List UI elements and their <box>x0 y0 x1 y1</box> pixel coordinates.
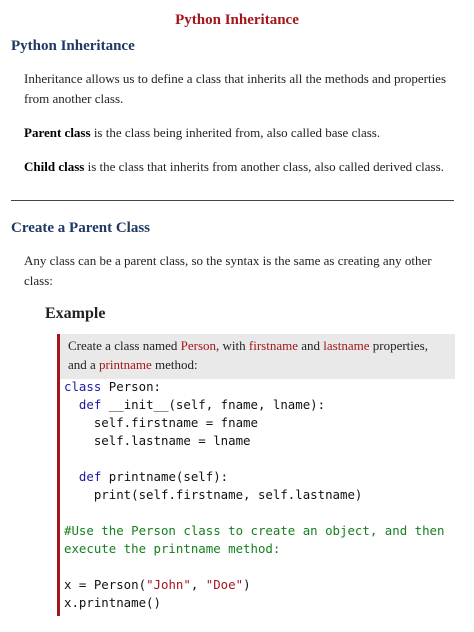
document-title: Python Inheritance <box>175 12 299 28</box>
parent-class-intro: Any class can be a parent class, so the syntax is the same as creating any other class: <box>24 253 432 288</box>
parent-class-term: Parent class <box>24 125 91 140</box>
child-class-text: is the class that inherits from another class, also called derived class. <box>84 159 444 174</box>
code-comment: #Use the Person class to create an object, and then <box>64 523 445 538</box>
section-heading-inheritance: Python Inheritance <box>11 38 135 54</box>
parent-class-definition <box>24 123 454 143</box>
example-title: Example <box>45 305 106 322</box>
example-box <box>57 334 455 616</box>
example-description: Create a class named Person, with firstname and lastname properties, and a printname method: <box>60 334 455 379</box>
class-name-highlight: Person <box>180 338 217 353</box>
printname-highlight: printname <box>99 357 152 372</box>
lastname-highlight: lastname <box>323 338 370 353</box>
section-heading-parent-class: Create a Parent Class <box>11 220 150 236</box>
child-class-definition <box>24 157 454 177</box>
section-divider <box>11 200 454 201</box>
child-class-term: Child class <box>24 159 85 174</box>
parent-class-text: is the class being inherited from, also called base class. <box>90 125 381 140</box>
code-block: class Person: def __init__(self, fname, lname): self.firstname = fname self.lastname = lname def printname(self): print(self.firstname, self.lastname) #Use the Person class to create an object, and then execute the printname method: x = Person("John", "Doe") x.printname() <box>64 379 445 610</box>
inheritance-intro: Inheritance allows us to define a class that inherits all the methods and properties from another class. <box>24 71 447 106</box>
firstname-highlight: firstname <box>248 338 298 353</box>
